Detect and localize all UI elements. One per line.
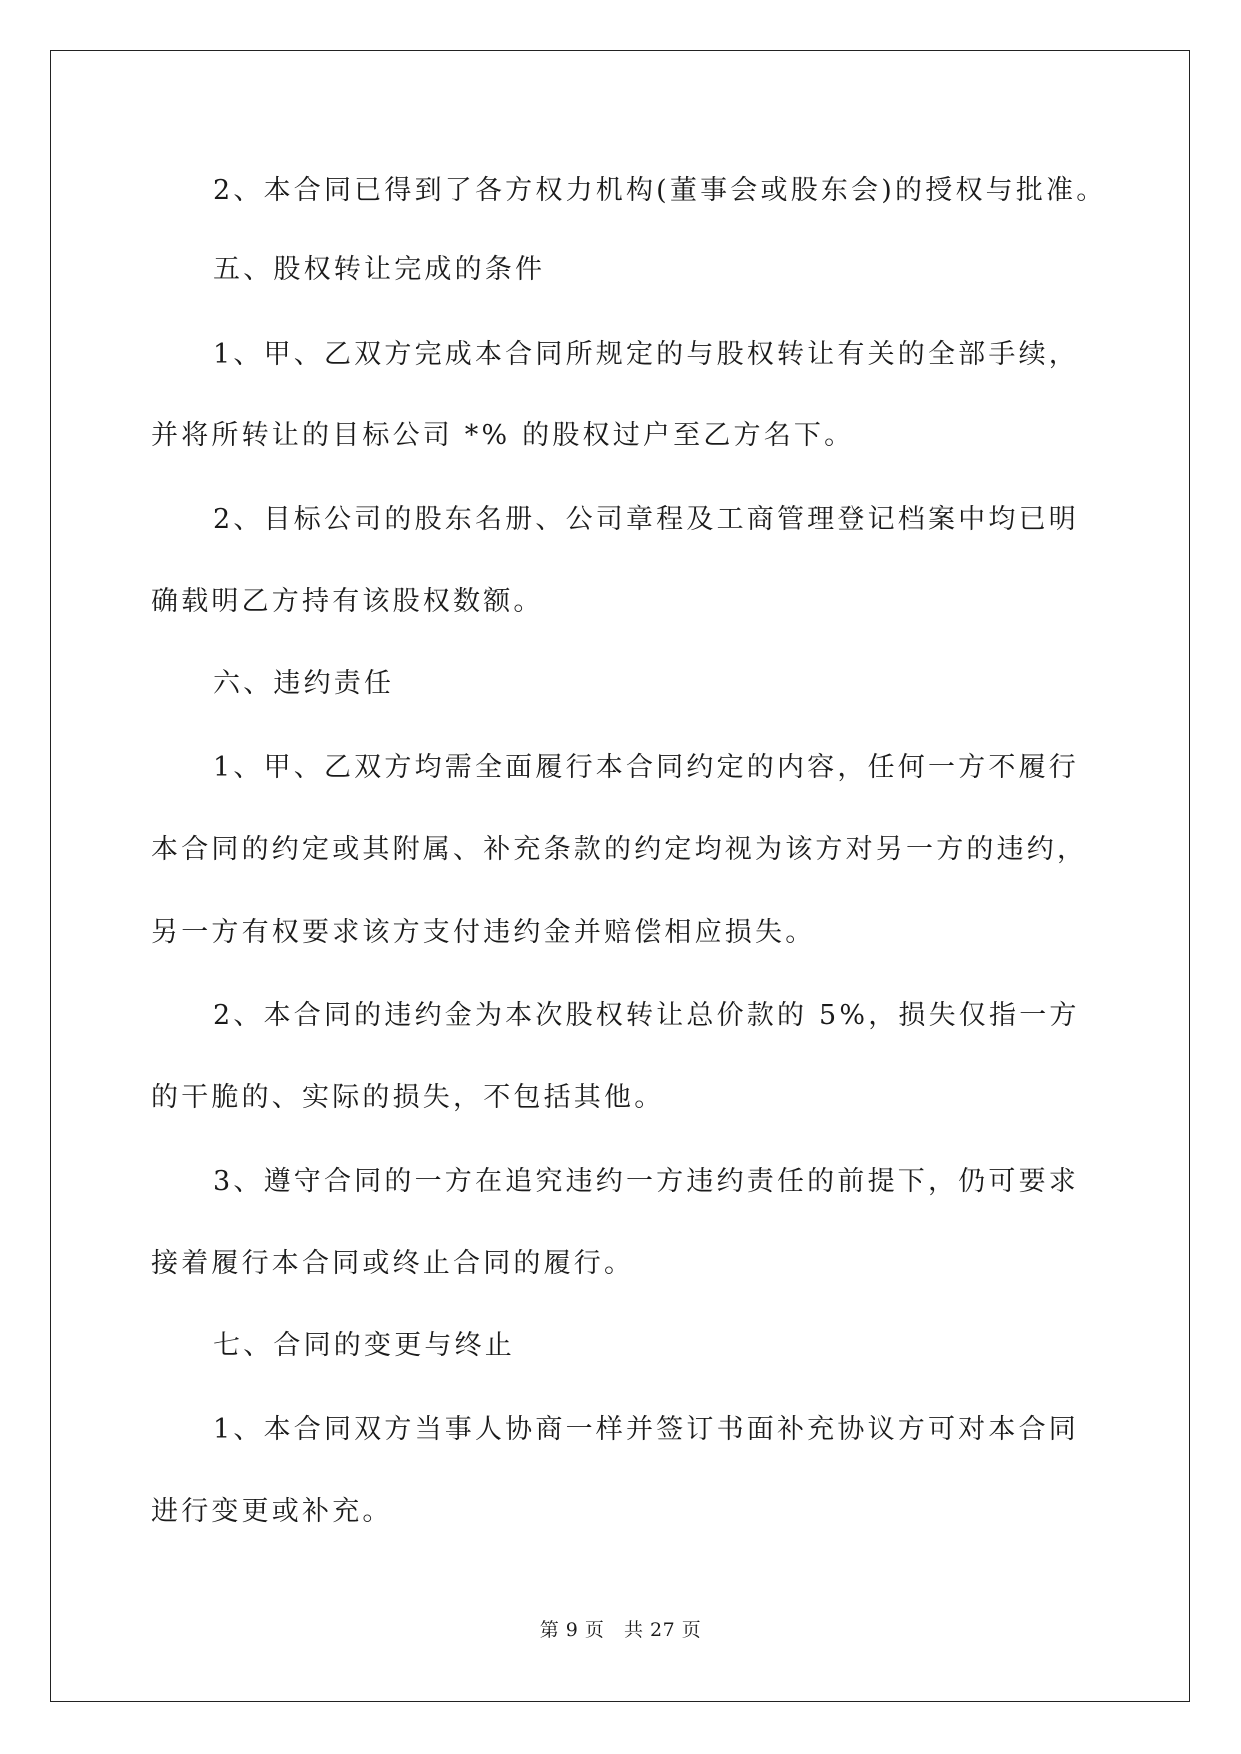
- paragraph-line: 1、甲、乙双方均需全面履行本合同约定的内容，任何一方不履行: [213, 752, 1079, 783]
- section-heading: 五、股权转让完成的条件: [213, 254, 546, 285]
- paragraph-line: 3、遵守合同的一方在追究违约一方违约责任的前提下，仍可要求: [213, 1166, 1079, 1197]
- paragraph-line: 并将所转让的目标公司 *% 的股权过户至乙方名下。: [151, 420, 855, 451]
- paragraph-line: 2、本合同的违约金为本次股权转让总价款的 5%，损失仅指一方: [213, 1000, 1080, 1031]
- section-heading: 七、合同的变更与终止: [213, 1330, 515, 1361]
- paragraph-line: 的干脆的、实际的损失，不包括其他。: [151, 1082, 665, 1113]
- paragraph-line: 本合同的约定或其附属、补充条款的约定均视为该方对另一方的违约，: [151, 834, 1088, 865]
- paragraph-line: 2、目标公司的股东名册、公司章程及工商管理登记档案中均已明: [213, 504, 1079, 535]
- paragraph-line: 另一方有权要求该方支付违约金并赔偿相应损失。: [151, 917, 816, 948]
- paragraph-line: 1、本合同双方当事人协商一样并签订书面补充协议方可对本合同: [213, 1414, 1079, 1445]
- paragraph-line: 进行变更或补充。: [151, 1496, 393, 1527]
- page-border: [50, 50, 1190, 1702]
- page-number-footer: 第 9 页 共 27 页: [539, 1619, 702, 1641]
- section-heading: 六、违约责任: [213, 668, 395, 699]
- paragraph-line: 接着履行本合同或终止合同的履行。: [151, 1248, 635, 1279]
- paragraph-line: 2、本合同已得到了各方权力机构(董事会或股东会)的授权与批准。: [213, 175, 1107, 206]
- paragraph-line: 确载明乙方持有该股权数额。: [151, 586, 544, 617]
- paragraph-line: 1、甲、乙双方完成本合同所规定的与股权转让有关的全部手续，: [213, 339, 1079, 370]
